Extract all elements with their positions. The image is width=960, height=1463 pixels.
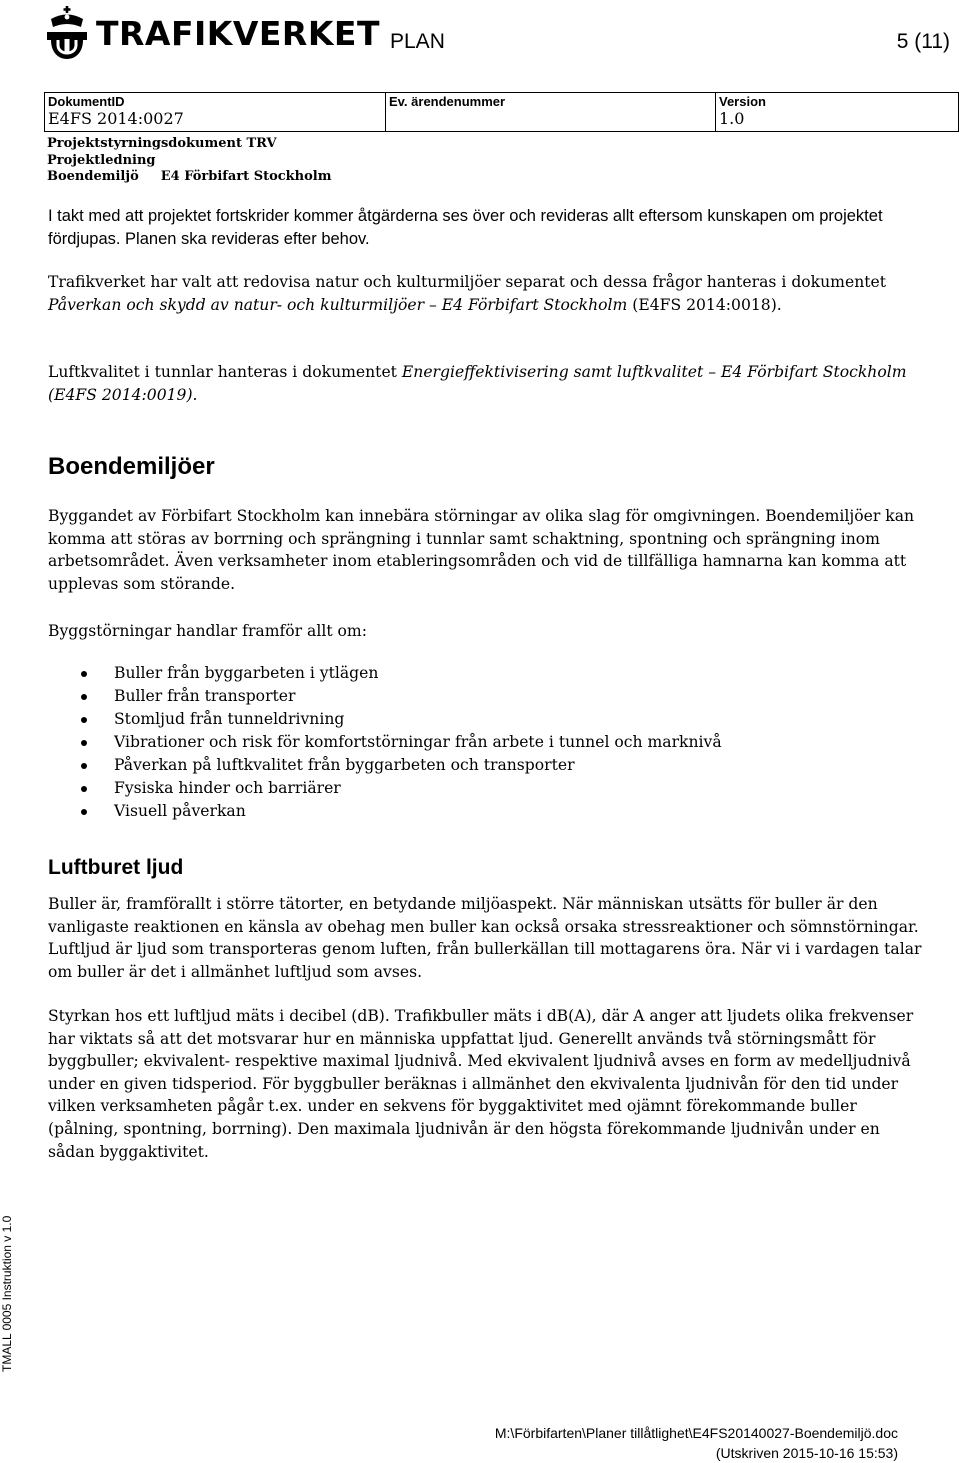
para1-text: Trafikverket har valt att redovisa natur och kulturmiljöer separat och dessa frågor hanteras i dokumentet <box>48 273 886 291</box>
doc-id-label: DokumentID <box>48 94 125 109</box>
section-luftburet-ljud <box>48 855 928 881</box>
document-type: PLAN <box>390 30 445 53</box>
list-item: Visuell påverkan <box>48 800 928 823</box>
org-project: E4 Förbifart Stockholm <box>160 169 332 184</box>
disturbance-list <box>48 662 928 823</box>
list-item: Fysiska hinder och barriärer <box>48 777 928 800</box>
org-line-department: Projektledning <box>47 152 156 168</box>
case-number-cell <box>386 93 716 132</box>
logo-wordmark: TRAFIKVERKET <box>96 13 380 53</box>
disturbance-list-block <box>48 662 928 823</box>
list-item: Vibrationer och risk för komfortstörningar från arbete i tunnel och marknivå <box>48 731 928 754</box>
section-heading-boendemiljoer: Boendemiljöer <box>48 453 215 480</box>
paragraph-nature-culture <box>48 271 928 316</box>
list-item: Buller från transporter <box>48 685 928 708</box>
org-line-subject <box>47 169 332 186</box>
footer-file-path: M:\Förbifarten\Planer tillåtlighet\E4FS20140027-Boendemiljö.doc <box>494 1425 898 1441</box>
doc-id-value: E4FS 2014:0027 <box>48 109 184 128</box>
section2-body-1 <box>48 893 928 983</box>
footer-print-date: (Utskriven 2015-10-16 15:53) <box>715 1445 898 1461</box>
trafikverket-logo <box>44 4 380 62</box>
doc-id-cell <box>45 93 386 132</box>
section1-body <box>48 505 928 595</box>
org-subject: Boendemiljö <box>47 169 139 184</box>
para2-text: Luftkvalitet i tunnlar hanteras i dokumentet <box>48 363 402 381</box>
version-cell <box>716 93 959 132</box>
bullet-list-intro-block <box>48 620 928 643</box>
list-item: Påverkan på luftkvalitet från byggarbeten och transporter <box>48 754 928 777</box>
section1-paragraph: Byggandet av Förbifart Stockholm kan innebära störningar av olika slag för omgivningen. Boendemiljöer kan komma att störas av borrning och sprängning i tunnlar samt schaktning, spontning och sprängning inom arbetsområdet. Även verksamheter inom etableringsområden och vid de tillfälliga hamnarna kan komma att upplevas som störande. <box>48 507 915 593</box>
case-number-label: Ev. ärendenummer <box>389 94 506 109</box>
intro-paragraph: I takt med att projektet fortskrider kommer åtgärderna ses över och revideras allt eftersom kunskapen om projektet fördjupas. Planen ska revideras efter behov. <box>48 207 883 248</box>
footer <box>495 1423 898 1463</box>
section-heading-luftburet-ljud: Luftburet ljud <box>48 856 184 879</box>
bullet-list-intro: Byggstörningar handlar framför allt om: <box>48 622 367 640</box>
para1-doc-ref: (E4FS 2014:0018). <box>627 295 782 314</box>
org-line-document-type: Projektstyrningsdokument TRV <box>47 136 277 151</box>
paragraph-air-quality <box>48 361 928 406</box>
list-item: Stomljud från tunneldrivning <box>48 708 928 731</box>
version-value: 1.0 <box>719 109 745 128</box>
crown-emblem-icon <box>44 5 90 61</box>
document-metadata-table <box>44 92 959 132</box>
list-item: Buller från byggarbeten i ytlägen <box>48 662 928 685</box>
version-label: Version <box>719 94 766 109</box>
template-note: TMALL 0005 Instruktion v 1.0 <box>0 1215 14 1372</box>
section2-body-2 <box>48 1005 928 1163</box>
section-boendemiljoer <box>48 452 928 482</box>
section2-paragraph-2: Styrkan hos ett luftljud mäts i decibel (dB). Trafikbuller mäts i dB(A), där A anger att ljudets olika frekvenser har viktats så att det motsvarar hur en människa uppfattat ljud. Generellt används två störningsmått för byggbuller; ekvivalent- respektive maximal ljudnivå. Med ekvivalent ljudnivå avses en form av medelljudnivå under en given tidsperiod. För byggbuller beräknas i allmänhet den ekvivalenta ljudnivån för den tid under vilken verksamheten pågår t.ex. under en sekvens för byggaktivitet med ojämnt förekommande buller (pålning, spontning, borrning). Den maximala ljudnivån är den högsta förekommande ljudnivån under en sådan byggaktivitet. <box>48 1007 914 1161</box>
para1-doc-title: Påverkan och skydd av natur- och kulturmiljöer – E4 Förbifart Stockholm <box>48 295 628 314</box>
para2-doc-title: Energieffektivisering samt luftkvalitet – E4 Förbifart Stockholm (E4FS 2014:0019). <box>48 363 907 404</box>
section2-paragraph-1: Buller är, framförallt i större tätorter, en betydande miljöaspekt. När människan utsätts för buller är den vanligaste reaktionen en känsla av obehag men buller kan också orsaka stressreaktioner och sömnstörningar. Luftljud är ljud som transporteras genom luften, från bullerkällan till mottagarens öra. När vi i vardagen talar om buller är det i allmänhet luftljud som avses. <box>48 895 922 981</box>
page-number: 5 (11) <box>896 30 950 53</box>
organization-info <box>47 136 332 186</box>
